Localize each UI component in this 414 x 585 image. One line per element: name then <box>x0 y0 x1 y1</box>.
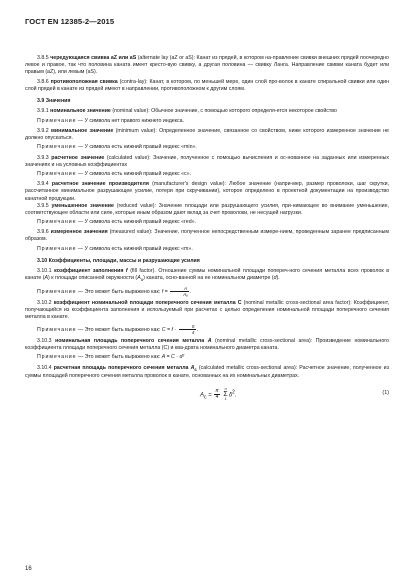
term-english: (calculated value) <box>106 154 150 161</box>
section-heading-3-9: 3.9 Значения <box>37 97 71 104</box>
note-label: Примечание <box>37 288 77 295</box>
note-text: — У символа есть нижний правый индекс «m». <box>77 246 193 253</box>
note-label: Примечание <box>37 326 77 333</box>
clause-3-10-3 <box>25 338 389 352</box>
note-label: Примечание <box>37 144 77 151</box>
symbol: d <box>273 275 277 282</box>
definition: : Коэффициент, получающийся из коэффициента заполнения и используемый при расчетах с целью определения номинальной площади поперечного сечения металла в канате. <box>25 299 389 321</box>
note-text: — Это может быть выражено как: <box>77 288 161 295</box>
term-english: (nominal metallic cross-sectional area) <box>215 337 311 344</box>
definition: : Определенное значение, связанное со свойством, ниже которого измеренное значение не должно опускаться. <box>25 127 389 141</box>
term-english: (nominal metallic cross-sectional area factor) <box>243 299 351 306</box>
definition: : Расчетное значение, полученное из суммы площадей поперечного сечения металла проволок в канате, основанных на их номинальных диаметрах. <box>25 364 389 379</box>
term: уменьшенное значение <box>51 202 114 209</box>
term-english: (nominal value) <box>112 108 149 115</box>
fraction-denominator: 4 <box>215 394 219 401</box>
clause-number: 3.9.5 <box>37 202 49 209</box>
summation-upper: n <box>224 386 227 391</box>
clause-number: 3.10.3 <box>37 337 52 344</box>
formula-1 <box>25 384 389 406</box>
note-3-9-1 <box>25 118 389 125</box>
term: расчетное значение производителя <box>51 181 149 188</box>
note-text: — Это может быть выражено как: <box>77 354 161 361</box>
definition: ) к площади описанной окружности ( <box>48 275 138 282</box>
note-3-9-6 <box>25 246 389 253</box>
symbol: A <box>44 275 49 282</box>
term: расчетная площадь поперечного сечения металла <box>53 364 189 371</box>
clause-number: 3.9.2 <box>37 127 49 134</box>
summation <box>223 388 227 402</box>
fraction-numerator: π <box>215 388 219 395</box>
definition: : Произведение номинального коэффициента площади поперечного сечения металла (C) и ква-драта номинального диаметра каната. <box>25 337 389 351</box>
term-symbol: A <box>190 364 195 371</box>
symbol-subscript: u <box>140 277 144 283</box>
clause-number: 3.9.3 <box>37 154 49 161</box>
note-label: Примечание <box>37 219 77 226</box>
definition: ). <box>276 275 280 282</box>
note-3-9-3 <box>25 171 389 178</box>
clause-3-9-3 <box>25 155 389 169</box>
formula-lhs-subscript: c <box>204 394 207 401</box>
definition: . Отношение суммы номинальной площади попереч-ного сечения металла всех проволок в канате ( <box>25 268 389 282</box>
note-label: Примечание <box>37 246 77 253</box>
clause-number: 3.9.1 <box>37 108 49 115</box>
punctuation: . <box>234 392 237 399</box>
page-number: 16 <box>25 566 32 572</box>
clause-3-8-6 <box>25 79 389 93</box>
symbol: A <box>137 275 141 282</box>
note-label: Примечание <box>37 171 77 178</box>
term-english: (minimum value) <box>115 127 156 134</box>
term-english: (manufacturer's design value) <box>152 181 225 188</box>
summation-sign: Σ <box>223 390 228 398</box>
fraction <box>170 285 192 297</box>
clause-3-9-2 <box>25 128 389 142</box>
equals-sign: = <box>208 392 212 399</box>
term: противоположная свивка <box>50 78 118 85</box>
clause-3-10-4 <box>25 365 389 380</box>
definition: : Значение площади или разрушающего усилия, при-нимающее во внимание уменьшение, соответствующее области или силе, которые иным образом дают вклад за счет проволоки, не несущей нагрузки. <box>25 202 389 216</box>
fraction-denominator: Aᵤ <box>183 291 188 297</box>
term: чередующаяся свивка aZ или aS <box>50 55 137 61</box>
term-english: (fill factor) <box>130 268 155 275</box>
term: коэффициент заполнения <box>54 268 124 275</box>
term-symbol: f <box>125 268 128 275</box>
term-symbol: A <box>207 337 212 344</box>
summation-lower: 1 <box>224 396 227 401</box>
note-3-9-2 <box>25 144 389 151</box>
term-english: (reduced value) <box>116 202 155 209</box>
term-symbol-subscript: c <box>194 366 197 372</box>
clause-number: 3.8.6 <box>37 78 49 85</box>
term: минимальное значение <box>51 127 114 134</box>
note-3-10-3 <box>25 354 389 361</box>
note-label: Примечание <box>37 117 77 124</box>
term: расчетное значение <box>51 154 105 161</box>
clause-3-9-5 <box>25 203 389 217</box>
formula-number: (1) <box>382 389 389 396</box>
clause-number: 3.9.6 <box>37 229 49 236</box>
clause-number: 3.10.2 <box>37 299 52 306</box>
clause-number: 3.10.1 <box>37 268 52 275</box>
note-3-10-2 <box>25 324 389 335</box>
clause-3-9-1 <box>25 108 389 115</box>
page-header: ГОСТ EN 12385-2—2015 <box>25 17 115 26</box>
clause-number: 3.8.5 <box>37 55 49 61</box>
term-english: (calculated metallic cross-sectional area) <box>198 364 296 371</box>
formula-lhs: A <box>200 392 205 399</box>
section-heading-3-10: 3.10 Коэффициенты, площади, массы и разрушающие усилия <box>37 258 200 265</box>
note-label: Примечание <box>37 354 77 361</box>
fraction-numerator: π <box>179 324 196 330</box>
definition: : Канат, в котором, по меньшей мере, один слой про-волок в канате спиральной свивки или один слой прядей в канате из прядей имеют в направлении, противоположном к другим слоям. <box>25 78 389 92</box>
formula-exponent: 2 <box>232 389 235 396</box>
clause-number: 3.9.4 <box>37 181 49 188</box>
clause-number: 3.10.4 <box>37 364 52 371</box>
fraction <box>179 323 199 335</box>
note-3-10-1 <box>25 286 389 297</box>
term: номинальное значение <box>50 108 111 115</box>
definition: : Значение, полученное непосредственным измере-нием, проведенным заранее предписанным образом. <box>25 229 389 243</box>
punctuation: . <box>189 288 192 295</box>
clause-3-8-5 <box>25 55 389 76</box>
definition: : Обычное значение, с помощью которого определя-ется некоторое свойство <box>148 108 337 115</box>
punctuation: . <box>196 326 199 333</box>
term: коэффициент номинальной площади поперечного сечения металла C <box>53 299 242 306</box>
note-text: — У символа есть нижний правый индекс «c». <box>77 171 192 178</box>
definition: : Значение, полученное с помощью вычисления и ос-нованное на заданных или измеренных значениях и на условных коэффициентах <box>25 154 389 168</box>
note-text: — У символа есть нижний правый индекс «min». <box>77 144 197 151</box>
clause-3-9-4 <box>25 181 389 202</box>
term-english: (alternate lay (aZ or aS) <box>137 55 194 61</box>
formula-lhs: C = f · <box>161 326 177 333</box>
note-text: — У символа нет правого нижнего индекса. <box>77 117 185 124</box>
definition: : Канат из прядей, в котором на-правление свивки внешних прядей поочередно левое и правое, так что половина каната имеет кресто-вую свивку, а другая половина — свивку Ланга. Направление свивки каната будет или правым (aZ), или левым (aS). <box>25 55 389 76</box>
page-content <box>25 55 389 406</box>
formula-expression <box>200 388 237 402</box>
note-3-9-5 <box>25 219 389 226</box>
definition: ) каната, осно-ванной на ее номинальном диаметре ( <box>143 275 274 282</box>
clause-3-10-2 <box>25 300 389 321</box>
note-text: — У символа есть нижний правый индекс «red». <box>77 219 196 226</box>
clause-3-9-6 <box>25 229 389 243</box>
formula-variable: δ <box>228 392 233 399</box>
formula-lhs: f = <box>161 288 168 295</box>
term-english: (measured value) <box>109 229 151 236</box>
term: номинальная площадь поперечного сечения металла <box>55 337 205 344</box>
fraction-denominator: 4 <box>191 329 195 335</box>
fraction <box>214 389 219 400</box>
formula: A = C · d² <box>161 354 185 361</box>
term: измеренное значения <box>50 229 108 236</box>
fraction-numerator: A <box>170 286 189 292</box>
term-english: (contra-lay) <box>119 78 147 85</box>
clause-3-10-1 <box>25 268 389 283</box>
note-text: — Это может быть выражено как: <box>77 326 161 333</box>
definition: : Любое значение (напри-мер, размер проволоки, шаг скрутки, рассчитанное минимальное разрушающее усилие, потери при скручивании), которое определено в проектной документации на производство канатной продукции. <box>25 181 389 202</box>
